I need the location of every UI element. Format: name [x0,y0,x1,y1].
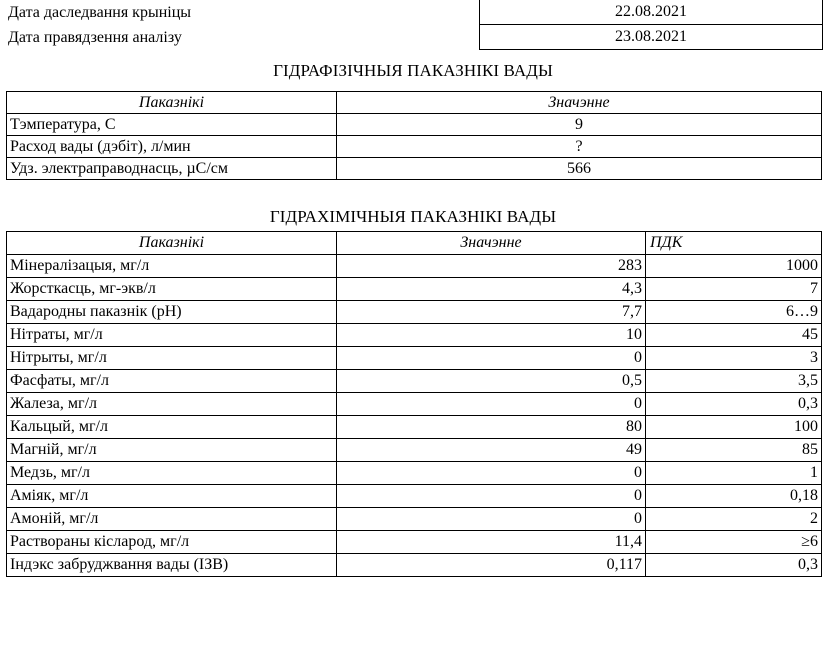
table-header-row [7,232,822,255]
indicator-value: 0 [337,485,646,508]
indicator-mpc: 6…9 [646,301,822,324]
indicator-value: 283 [337,255,646,278]
analysis-date-row [0,25,824,50]
table-header-row [7,92,822,114]
indicator-mpc: 1 [646,462,822,485]
indicator-name: Тэмпература, С [7,114,337,136]
indicator-value: 80 [337,416,646,439]
table-row [7,158,822,180]
hydrophysical-table [6,91,822,180]
indicator-value: 0 [337,393,646,416]
column-header-value: Значэнне [337,232,646,255]
indicator-value: 0 [337,508,646,531]
source-dates [0,0,824,50]
indicator-value: 0 [337,462,646,485]
indicator-mpc: 2 [646,508,822,531]
table-row [7,136,822,158]
table-row [7,554,822,577]
indicator-name: Індэкс забруджвання вады (ІЗВ) [7,554,337,577]
indicator-mpc: 0,3 [646,393,822,416]
indicator-name: Расход вады (дэбіт), л/мин [7,136,337,158]
indicator-value: 9 [337,114,822,136]
table-row [7,370,822,393]
table-row [7,416,822,439]
indicator-mpc: ≥6 [646,531,822,554]
table-row [7,462,822,485]
indicator-mpc: 3,5 [646,370,822,393]
indicator-name: Мінералізацыя, мг/л [7,255,337,278]
indicator-value: 0,5 [337,370,646,393]
column-header-mpc: ПДК [646,232,822,255]
indicator-name: Вадародны паказнік (pH) [7,301,337,324]
analysis-date-value: 23.08.2021 [479,25,823,50]
survey-date-label: Дата даследвання крыніцы [8,4,192,21]
indicator-mpc: 1000 [646,255,822,278]
indicator-value: 49 [337,439,646,462]
table-row [7,485,822,508]
survey-date-value: 22.08.2021 [479,0,823,25]
indicator-name: Нітраты, мг/л [7,324,337,347]
indicator-value: 0 [337,347,646,370]
indicator-name: Жорсткасць, мг-экв/л [7,278,337,301]
column-header-indicator: Паказнікі [7,92,337,114]
indicator-mpc: 0,3 [646,554,822,577]
indicator-mpc: 0,18 [646,485,822,508]
hydrophysical-section-title: ГІДРАФІЗІЧНЫЯ ПАКАЗНІКІ ВАДЫ [273,61,553,80]
table-row [7,278,822,301]
indicator-name: Кальцый, мг/л [7,416,337,439]
indicator-value: 4,3 [337,278,646,301]
indicator-name: Удз. электраправоднасць, µС/см [7,158,337,180]
indicator-value: 7,7 [337,301,646,324]
indicator-mpc: 7 [646,278,822,301]
indicator-value: 566 [337,158,822,180]
table-row [7,347,822,370]
survey-date-row [0,0,824,25]
indicator-name: Раствораны кісларод, мг/л [7,531,337,554]
indicator-mpc: 3 [646,347,822,370]
table-row [7,508,822,531]
indicator-name: Магній, мг/л [7,439,337,462]
indicator-mpc: 85 [646,439,822,462]
indicator-mpc: 45 [646,324,822,347]
indicator-name: Аміяк, мг/л [7,485,337,508]
analysis-date-label: Дата правядзення аналізу [8,29,182,46]
table-row [7,301,822,324]
indicator-mpc: 100 [646,416,822,439]
indicator-name: Медзь, мг/л [7,462,337,485]
table-row [7,324,822,347]
table-row [7,393,822,416]
table-row [7,255,822,278]
indicator-name: Амоній, мг/л [7,508,337,531]
indicator-value: ? [337,136,822,158]
column-header-value: Значэнне [337,92,822,114]
hydrochemical-table [6,231,822,577]
hydrochemical-section-title: ГІДРАХІМІЧНЫЯ ПАКАЗНІКІ ВАДЫ [269,207,557,226]
indicator-value: 10 [337,324,646,347]
table-row [7,439,822,462]
indicator-name: Нітрыты, мг/л [7,347,337,370]
indicator-value: 0,117 [337,554,646,577]
indicator-value: 11,4 [337,531,646,554]
indicator-name: Жалеза, мг/л [7,393,337,416]
column-header-indicator: Паказнікі [7,232,337,255]
table-row [7,114,822,136]
table-row [7,531,822,554]
indicator-name: Фасфаты, мг/л [7,370,337,393]
